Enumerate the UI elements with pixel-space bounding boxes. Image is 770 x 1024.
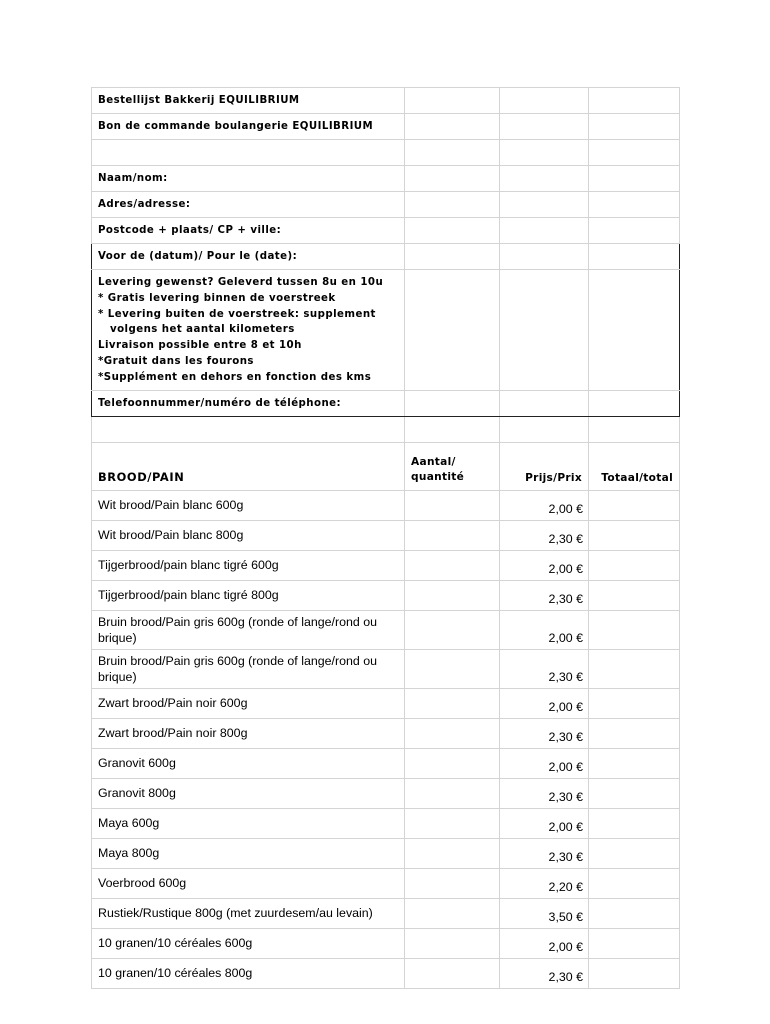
table-row xyxy=(92,550,680,580)
table-row xyxy=(92,898,680,928)
product-name: 10 granen/10 céréales 800g xyxy=(92,958,405,988)
quantity-input[interactable] xyxy=(405,520,500,550)
quantity-input[interactable] xyxy=(405,688,500,718)
quantity-input[interactable] xyxy=(405,718,500,748)
header-row-title-nl xyxy=(92,88,680,114)
form-title-fr: Bon de commande boulangerie EQUILIBRIUM xyxy=(92,114,405,140)
table-row xyxy=(92,838,680,868)
product-name: Zwart brood/Pain noir 600g xyxy=(92,688,405,718)
line-total xyxy=(589,958,680,988)
table-row xyxy=(92,928,680,958)
line-total xyxy=(589,838,680,868)
product-name: Maya 800g xyxy=(92,838,405,868)
line-total xyxy=(589,610,680,649)
delivery-line: * Gratis levering binnen de voerstreek xyxy=(98,292,336,304)
product-price: 2,30 € xyxy=(500,778,589,808)
date-field[interactable] xyxy=(405,244,500,270)
quantity-input[interactable] xyxy=(405,748,500,778)
quantity-input[interactable] xyxy=(405,958,500,988)
name-label: Naam/nom: xyxy=(92,166,405,192)
delivery-field[interactable] xyxy=(405,270,500,391)
name-field[interactable] xyxy=(405,166,500,192)
column-header-quantity: Aantal/ quantité xyxy=(405,442,500,490)
product-price: 2,30 € xyxy=(500,838,589,868)
table-row xyxy=(92,778,680,808)
product-name: Wit brood/Pain blanc 600g xyxy=(92,490,405,520)
product-price: 3,50 € xyxy=(500,898,589,928)
delivery-info xyxy=(92,270,405,391)
form-title-nl: Bestellijst Bakkerij EQUILIBRIUM xyxy=(92,88,405,114)
delivery-line: * Levering buiten de voerstreek: supplement xyxy=(98,308,376,320)
column-header-total: Totaal/total xyxy=(589,442,680,490)
product-price: 2,00 € xyxy=(500,928,589,958)
column-header-product: BROOD/PAIN xyxy=(92,442,405,490)
delivery-line: *Supplément en dehors en fonction des kms xyxy=(98,371,372,383)
quantity-input[interactable] xyxy=(405,838,500,868)
table-row xyxy=(92,580,680,610)
quantity-input[interactable] xyxy=(405,778,500,808)
product-name: Wit brood/Pain blanc 800g xyxy=(92,520,405,550)
delivery-line: Levering gewenst? Geleverd tussen 8u en 10u xyxy=(98,277,384,288)
product-name: Granovit 600g xyxy=(92,748,405,778)
line-total xyxy=(589,550,680,580)
order-form-sheet xyxy=(91,87,679,989)
product-name: Zwart brood/Pain noir 800g xyxy=(92,718,405,748)
quantity-input[interactable] xyxy=(405,898,500,928)
table-row xyxy=(92,748,680,778)
line-total xyxy=(589,928,680,958)
product-name: Maya 600g xyxy=(92,808,405,838)
line-total xyxy=(589,868,680,898)
postcode-label: Postcode + plaats/ CP + ville: xyxy=(92,218,405,244)
product-name: Tijgerbrood/pain blanc tigré 600g xyxy=(92,550,405,580)
product-price: 2,30 € xyxy=(500,520,589,550)
product-price: 2,30 € xyxy=(500,649,589,688)
table-row xyxy=(92,808,680,838)
phone-label: Telefoonnummer/numéro de téléphone: xyxy=(92,390,405,416)
column-header-row xyxy=(92,442,680,490)
table-row xyxy=(92,610,680,649)
product-name: Rustiek/Rustique 800g (met zuurdesem/au levain) xyxy=(92,898,405,928)
delivery-line: Livraison possible entre 8 et 10h xyxy=(98,340,302,352)
quantity-input[interactable] xyxy=(405,580,500,610)
product-name: Bruin brood/Pain gris 600g (ronde of lange/rond ou brique) xyxy=(92,610,405,649)
blank-row xyxy=(92,416,680,442)
line-total xyxy=(589,649,680,688)
quantity-input[interactable] xyxy=(405,550,500,580)
product-price: 2,00 € xyxy=(500,610,589,649)
table-row xyxy=(92,958,680,988)
product-price: 2,00 € xyxy=(500,748,589,778)
table-row xyxy=(92,688,680,718)
address-field[interactable] xyxy=(405,192,500,218)
order-form-table xyxy=(91,87,680,989)
header-row-title-fr xyxy=(92,114,680,140)
date-row xyxy=(92,244,680,270)
quantity-input[interactable] xyxy=(405,490,500,520)
product-price: 2,30 € xyxy=(500,580,589,610)
product-name: 10 granen/10 céréales 600g xyxy=(92,928,405,958)
quantity-input[interactable] xyxy=(405,610,500,649)
line-total xyxy=(589,778,680,808)
delivery-row xyxy=(92,270,680,391)
product-price: 2,00 € xyxy=(500,550,589,580)
table-row xyxy=(92,490,680,520)
product-name: Granovit 800g xyxy=(92,778,405,808)
blank-row xyxy=(92,140,680,166)
product-price: 2,30 € xyxy=(500,958,589,988)
phone-field[interactable] xyxy=(405,390,500,416)
column-header-price: Prijs/Prix xyxy=(500,442,589,490)
line-total xyxy=(589,580,680,610)
table-row xyxy=(92,718,680,748)
line-total xyxy=(589,808,680,838)
quantity-input[interactable] xyxy=(405,808,500,838)
line-total xyxy=(589,898,680,928)
address-label: Adres/adresse: xyxy=(92,192,405,218)
product-price: 2,00 € xyxy=(500,808,589,838)
line-total xyxy=(589,718,680,748)
table-row xyxy=(92,649,680,688)
line-total xyxy=(589,748,680,778)
product-price: 2,30 € xyxy=(500,718,589,748)
name-row xyxy=(92,166,680,192)
line-total xyxy=(589,490,680,520)
delivery-line: volgens het aantal kilometers xyxy=(98,324,295,336)
address-row xyxy=(92,192,680,218)
product-name: Voerbrood 600g xyxy=(92,868,405,898)
line-total xyxy=(589,688,680,718)
quantity-input[interactable] xyxy=(405,649,500,688)
product-name: Bruin brood/Pain gris 600g (ronde of lange/rond ou brique) xyxy=(92,649,405,688)
table-row xyxy=(92,520,680,550)
product-price: 2,20 € xyxy=(500,868,589,898)
quantity-input[interactable] xyxy=(405,928,500,958)
delivery-line: *Gratuit dans les fourons xyxy=(98,355,254,367)
product-price: 2,00 € xyxy=(500,688,589,718)
table-row xyxy=(92,868,680,898)
postcode-row xyxy=(92,218,680,244)
product-name: Tijgerbrood/pain blanc tigré 800g xyxy=(92,580,405,610)
quantity-input[interactable] xyxy=(405,868,500,898)
date-label: Voor de (datum)/ Pour le (date): xyxy=(92,244,405,270)
line-total xyxy=(589,520,680,550)
postcode-field[interactable] xyxy=(405,218,500,244)
phone-row xyxy=(92,390,680,416)
product-price: 2,00 € xyxy=(500,490,589,520)
